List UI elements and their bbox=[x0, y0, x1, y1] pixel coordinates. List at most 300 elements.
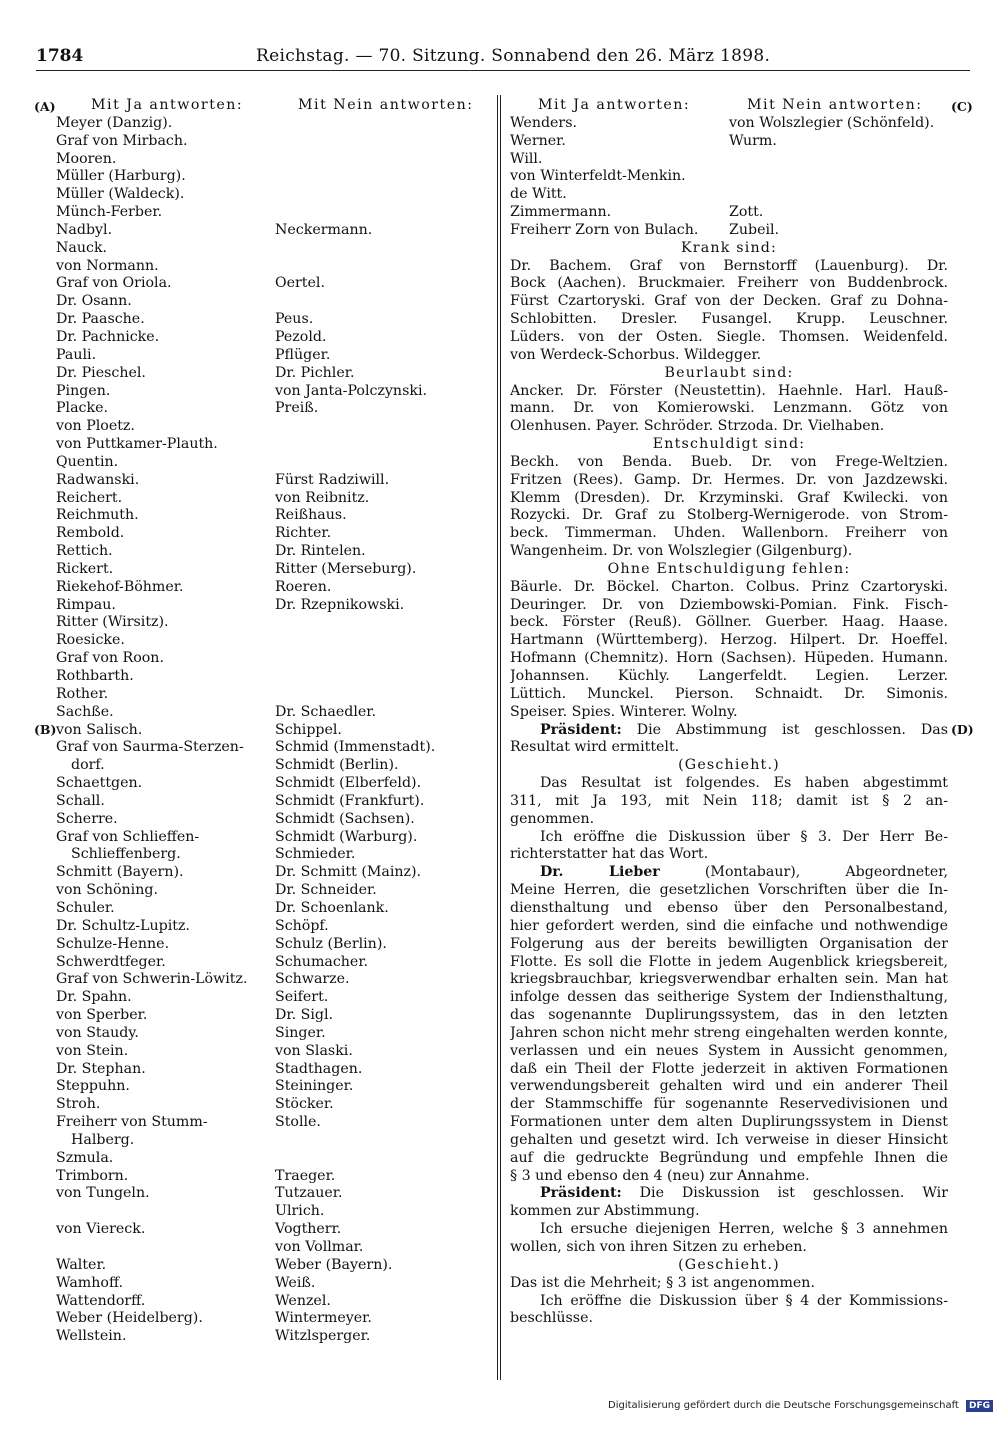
vote-row bbox=[36, 882, 486, 900]
no-vote-name: Preiß. bbox=[275, 400, 319, 417]
speaker-name: Präsident: bbox=[540, 721, 622, 738]
section-heading-sick: Krank sind: bbox=[680, 239, 778, 256]
left-column bbox=[36, 97, 486, 1346]
vote-row bbox=[36, 168, 486, 186]
text-line: von Werdeck-Schorbus. Wildegger. bbox=[510, 346, 762, 363]
vote-row bbox=[36, 1185, 486, 1203]
yes-vote-name: Freiherr Zorn von Bulach. bbox=[510, 221, 699, 238]
vote-row bbox=[510, 115, 948, 133]
text-line: wollen, sich von ihren Sitzen zu erheben. bbox=[510, 1239, 807, 1255]
text-line: Meine Herren, die gesetzlichen Vorschriften über die In- bbox=[510, 882, 948, 899]
no-vote-name: Schmidt (Frankfurt). bbox=[275, 792, 425, 809]
no-vote-name: Peus. bbox=[275, 311, 314, 328]
yes-heading-right: Mit Ja antworten: bbox=[538, 97, 691, 113]
yes-vote-name: Trimborn. bbox=[56, 1167, 129, 1184]
no-vote-name: Dr. Schneider. bbox=[275, 882, 377, 899]
yes-vote-name: Dr. Spahn. bbox=[56, 989, 132, 1006]
vote-row bbox=[36, 383, 486, 401]
text-line: Deuringer. Dr. von Dziembowski-Pomian. Fink. Fisch- bbox=[510, 596, 948, 613]
vote-row bbox=[36, 632, 486, 650]
text-line: Präsident: Die Abstimmung ist geschlossen. Das bbox=[540, 721, 948, 738]
yes-vote-name: Wellstein. bbox=[56, 1328, 127, 1345]
vote-row bbox=[36, 650, 486, 668]
vote-row bbox=[36, 579, 486, 597]
text-line: Bäurle. Dr. Böckel. Charton. Colbus. Prinz Czartoryski. bbox=[510, 578, 948, 595]
right-vote-list bbox=[510, 115, 948, 240]
vote-row bbox=[36, 757, 486, 775]
vote-row bbox=[36, 936, 486, 954]
no-vote-name: Stolle. bbox=[275, 1114, 321, 1131]
page-header bbox=[36, 46, 970, 72]
vote-row bbox=[36, 793, 486, 811]
next-discussion-paragraph bbox=[510, 1293, 948, 1329]
vote-row bbox=[36, 1061, 486, 1079]
yes-vote-name: von Salisch. bbox=[56, 721, 143, 738]
no-vote-name: Zubeil. bbox=[729, 221, 780, 238]
no-vote-name: Schöpf. bbox=[275, 917, 329, 934]
vote-row bbox=[36, 561, 486, 579]
yes-vote-name: Weber (Heidelberg). bbox=[56, 1310, 203, 1327]
yes-vote-name: Scherre. bbox=[56, 810, 118, 827]
stage-direction-2: (Geschieht.) bbox=[678, 1256, 780, 1273]
text-line: mann. Dr. von Komierowski. Lenzmann. Götz von bbox=[510, 400, 948, 417]
text-line: Ancker. Dr. Förster (Neustettin). Haehnle. Harl. Hauß- bbox=[510, 382, 948, 399]
no-vote-name: Singer. bbox=[275, 1024, 326, 1041]
vote-row bbox=[36, 293, 486, 311]
yes-vote-name: Schwerdtfeger. bbox=[56, 953, 166, 970]
yes-vote-name: Roesicke. bbox=[56, 632, 125, 649]
no-vote-name: Dr. Sigl. bbox=[275, 1007, 334, 1024]
vote-row bbox=[36, 668, 486, 686]
majority-paragraph bbox=[510, 1275, 948, 1293]
text-line: Jahren schon nicht mehr streng eingehalten werden konnte, bbox=[510, 1024, 948, 1041]
speaker-name: Dr. Lieber bbox=[540, 864, 660, 881]
margin-marker-c: (C) bbox=[951, 99, 973, 114]
yes-vote-name: Freiherr von Stumm- bbox=[56, 1114, 208, 1131]
no-vote-name: Seifert. bbox=[275, 989, 329, 1006]
yes-vote-name: Quentin. bbox=[56, 453, 119, 470]
rapporteur-speech bbox=[510, 864, 948, 1185]
vote-row bbox=[36, 490, 486, 508]
yes-vote-name: Halberg. bbox=[71, 1131, 135, 1148]
text-line: Schlobitten. Dresler. Fusangel. Krupp. Leuschner. bbox=[510, 311, 948, 328]
vote-row bbox=[36, 846, 486, 864]
yes-vote-name: von Stein. bbox=[56, 1042, 129, 1059]
text-line: diensthaltung und ebenso über den Personalbestand, bbox=[510, 899, 948, 916]
vote-row bbox=[36, 1328, 486, 1346]
vote-row bbox=[36, 1293, 486, 1311]
text-line: Lüders. von der Osten. Siegle. Thomsen. Weidenfeld. bbox=[510, 328, 948, 345]
text-line: daß ein Theil der Flotte jederzeit in aktiven Formationen bbox=[510, 1060, 948, 1077]
yes-vote-name: Radwanski. bbox=[56, 471, 140, 488]
speaker-name: Präsident: bbox=[540, 1185, 622, 1202]
no-vote-name: Schwarze. bbox=[275, 971, 350, 988]
vote-row bbox=[36, 1043, 486, 1061]
vote-row bbox=[36, 115, 486, 133]
vote-row bbox=[36, 900, 486, 918]
text-line: 311, mit Ja 193, mit Nein 118; damit ist § 2 an- bbox=[510, 792, 948, 809]
president-statement-1 bbox=[510, 722, 948, 758]
yes-vote-name: Rothbarth. bbox=[56, 668, 134, 684]
vote-row bbox=[36, 989, 486, 1007]
yes-vote-name: Rettich. bbox=[56, 543, 113, 560]
yes-vote-name: Schmitt (Bayern). bbox=[56, 864, 184, 881]
yes-vote-name: Rimpau. bbox=[56, 596, 116, 613]
no-vote-name: Ulrich. bbox=[275, 1203, 325, 1220]
yes-vote-name: Nadbyl. bbox=[56, 221, 113, 238]
text-line: gehalten und gesetzt wird. Ich verweise in dieser Hinsicht bbox=[510, 1131, 948, 1148]
vote-row bbox=[510, 168, 948, 186]
yes-vote-name: Graf von Mirbach. bbox=[56, 132, 188, 149]
no-vote-name: Dr. Rintelen. bbox=[275, 543, 366, 560]
yes-vote-name: Graf von Roon. bbox=[56, 650, 164, 667]
yes-vote-name: Reichert. bbox=[56, 489, 123, 506]
no-vote-name: Schmidt (Warburg). bbox=[275, 828, 418, 845]
vote-row bbox=[36, 1007, 486, 1025]
vote-row bbox=[36, 133, 486, 151]
yes-vote-name: Werner. bbox=[510, 132, 566, 149]
vote-row bbox=[510, 186, 948, 204]
text-line: Fürst Czartoryski. Graf von der Decken. Graf zu Dohna- bbox=[510, 293, 948, 310]
absent-list bbox=[510, 579, 948, 722]
margin-marker-d: (D) bbox=[951, 722, 974, 737]
vote-row bbox=[36, 258, 486, 276]
yes-vote-name: Szmula. bbox=[56, 1149, 114, 1166]
yes-vote-name: Steppuhn. bbox=[56, 1078, 130, 1095]
text-line: Beckh. von Benda. Bueb. Dr. von Frege-Weltzien. bbox=[510, 453, 948, 470]
yes-vote-name: von Sperber. bbox=[56, 1007, 148, 1024]
yes-vote-name: Riekehof-Böhmer. bbox=[56, 578, 184, 595]
vote-row bbox=[36, 418, 486, 436]
yes-vote-name: Stroh. bbox=[56, 1096, 101, 1113]
yes-vote-name: Reichmuth. bbox=[56, 507, 139, 524]
vote-row bbox=[36, 1096, 486, 1114]
yes-vote-name: Schaettgen. bbox=[56, 775, 143, 792]
vote-row bbox=[36, 775, 486, 793]
no-vote-name: von Wolszlegier (Schönfeld). bbox=[729, 114, 935, 131]
vote-row bbox=[36, 365, 486, 383]
vote-row bbox=[36, 1025, 486, 1043]
vote-row bbox=[36, 543, 486, 561]
text-line: Hartmann (Württemberg). Herzog. Hilpert. Dr. Hoeffel. bbox=[510, 632, 948, 649]
no-vote-name: Dr. Schaedler. bbox=[275, 703, 377, 720]
yes-vote-name: Dr. Pachnicke. bbox=[56, 328, 160, 345]
yes-vote-name: Rickert. bbox=[56, 560, 114, 577]
text-line: Flotte. Es soll die Flotte in jedem Augenblick kriegsbereit, bbox=[510, 953, 948, 970]
vote-row bbox=[36, 1078, 486, 1096]
yes-vote-name: Graf von Schwerin-Löwitz. bbox=[56, 971, 248, 988]
vote-row bbox=[36, 1114, 486, 1132]
vote-request-paragraph bbox=[510, 1221, 948, 1257]
no-vote-name: Weiß. bbox=[275, 1274, 316, 1291]
section-heading-excused: Entschuldigt sind: bbox=[652, 436, 806, 453]
vote-row bbox=[36, 186, 486, 204]
vote-row bbox=[510, 133, 948, 151]
text-line: Lüttich. Munckel. Pierson. Schnaidt. Dr. Simonis. bbox=[510, 685, 948, 702]
dfg-logo: DFG bbox=[966, 1400, 993, 1412]
yes-vote-name: Münch-Ferber. bbox=[56, 204, 163, 221]
left-vote-list bbox=[36, 115, 486, 1346]
no-vote-name: Oertel. bbox=[275, 275, 325, 292]
result-paragraph bbox=[510, 775, 948, 829]
vote-row bbox=[36, 864, 486, 882]
no-vote-name: Stöcker. bbox=[275, 1096, 334, 1113]
yes-vote-name: Zimmermann. bbox=[510, 204, 612, 221]
vote-row bbox=[36, 739, 486, 757]
text-line: Ich eröffne die Diskussion über § 4 der Kommissions- bbox=[540, 1292, 948, 1309]
text-line: Olenhusen. Payer. Schröder. Strzoda. Dr. Vielhaben. bbox=[510, 418, 885, 435]
text-line: das sogenannte Duplirungssystem, das in den letzten bbox=[510, 1007, 948, 1024]
text-line: Hofmann (Chemnitz). Horn (Sachsen). Hüpeden. Humann. bbox=[510, 650, 948, 667]
vote-row bbox=[36, 204, 486, 222]
yes-heading: Mit Ja antworten: bbox=[91, 97, 244, 113]
text-line: Das Resultat ist folgendes. Es haben abgestimmt bbox=[540, 775, 948, 792]
text-line: infolge dessen das seitherige System der Indiensthaltung, bbox=[510, 989, 948, 1006]
vote-row bbox=[36, 954, 486, 972]
no-vote-name: von Janta-Polczynski. bbox=[275, 382, 427, 399]
no-vote-name: Tutzauer. bbox=[275, 1185, 343, 1202]
vote-row bbox=[36, 704, 486, 722]
no-vote-name: Dr. Pichler. bbox=[275, 364, 355, 381]
vote-row bbox=[36, 222, 486, 240]
vote-row bbox=[36, 329, 486, 347]
leave-list bbox=[510, 383, 948, 437]
vote-row bbox=[36, 1310, 486, 1328]
text-line: Dr. Lieber (Montabaur), Abgeordneter, bbox=[540, 864, 948, 881]
yes-vote-name: Müller (Waldeck). bbox=[56, 186, 185, 203]
no-vote-name: Dr. Schoenlank. bbox=[275, 899, 389, 916]
vote-row bbox=[36, 1132, 486, 1150]
text-line: verlassen und ein neues System in Aussicht genommen, bbox=[510, 1042, 948, 1059]
section-heading-leave: Beurlaubt sind: bbox=[664, 364, 794, 381]
vote-row bbox=[36, 614, 486, 632]
yes-vote-name: Schlieffenberg. bbox=[71, 846, 181, 863]
vote-row bbox=[36, 472, 486, 490]
vote-row bbox=[36, 436, 486, 454]
no-vote-name: Zott. bbox=[729, 204, 764, 221]
page-number: 1784 bbox=[36, 46, 84, 66]
vote-row bbox=[36, 400, 486, 418]
yes-vote-name: von Viereck. bbox=[56, 1221, 146, 1238]
no-vote-name: Weber (Bayern). bbox=[275, 1256, 393, 1273]
text-line: richterstatter hat das Wort. bbox=[510, 846, 709, 863]
text-line: kommen zur Abstimmung. bbox=[510, 1203, 700, 1220]
sick-list bbox=[510, 258, 948, 365]
discussion-paragraph bbox=[510, 829, 948, 865]
text-line: Ich ersuche diejenigen Herren, welche § 3 annehmen bbox=[540, 1221, 948, 1238]
vote-row bbox=[36, 347, 486, 365]
yes-vote-name: Pingen. bbox=[56, 382, 111, 399]
no-vote-name: Schippel. bbox=[275, 721, 342, 738]
yes-vote-name: Dr. Paasche. bbox=[56, 311, 145, 328]
yes-vote-name: Schuler. bbox=[56, 899, 115, 916]
no-vote-name: Wenzel. bbox=[275, 1292, 331, 1309]
text-line: der Stammschiffe für sogenannte Reservedivisionen und bbox=[510, 1096, 948, 1113]
text-line: Das ist die Mehrheit; § 3 ist angenommen. bbox=[510, 1274, 815, 1291]
text-line: kriegsbrauchbar, kriegsverwendbar erhalten sein. Man hat bbox=[510, 971, 948, 988]
header-rule bbox=[36, 70, 970, 71]
yes-vote-name: Wattendorff. bbox=[56, 1292, 146, 1309]
no-vote-name: Neckermann. bbox=[275, 221, 373, 238]
yes-vote-name: Dr. Osann. bbox=[56, 293, 132, 310]
yes-vote-name: Pauli. bbox=[56, 346, 97, 363]
no-vote-name: Schmid (Immenstadt). bbox=[275, 739, 436, 756]
vote-row bbox=[36, 829, 486, 847]
no-vote-name: Schmidt (Berlin). bbox=[275, 757, 399, 774]
column-divider-inner bbox=[500, 95, 501, 1380]
no-vote-name: Pflüger. bbox=[275, 346, 331, 363]
yes-vote-name: Graf von Saurma-Sterzen- bbox=[56, 739, 244, 756]
vote-row bbox=[36, 525, 486, 543]
margin-marker-a: (A) bbox=[34, 99, 56, 114]
no-vote-name: Schumacher. bbox=[275, 953, 369, 970]
vote-row bbox=[36, 311, 486, 329]
yes-vote-name: Schulze-Henne. bbox=[56, 935, 170, 952]
yes-vote-name: Ritter (Wirsitz). bbox=[56, 614, 169, 631]
yes-vote-name: Schall. bbox=[56, 792, 105, 809]
vote-row bbox=[510, 151, 948, 169]
text-line: verwendungsbereit gehalten wird und ein anderer Theil bbox=[510, 1078, 948, 1095]
text-line: Folgerung aus der bereits bewilligten Organisation der bbox=[510, 935, 948, 952]
text-line: Fritzen (Rees). Gamp. Dr. Hermes. Dr. von Jazdzewski. bbox=[510, 471, 948, 488]
text-line: Wangenheim. Dr. von Wolszlegier (Gilgenburg). bbox=[510, 543, 853, 560]
yes-vote-name: von Tungeln. bbox=[56, 1185, 150, 1202]
no-vote-name: von Reibnitz. bbox=[275, 489, 370, 506]
yes-vote-name: Wenders. bbox=[510, 114, 578, 131]
text-line: auf die gedruckte Begründung und empfehle Ihnen die bbox=[510, 1149, 948, 1166]
vote-row bbox=[510, 222, 948, 240]
vote-heading-row bbox=[36, 97, 486, 115]
yes-vote-name: Dr. Pieschel. bbox=[56, 364, 146, 381]
yes-vote-name: von Staudy. bbox=[56, 1024, 139, 1041]
no-vote-name: Reißhaus. bbox=[275, 507, 347, 524]
yes-vote-name: Dr. Stephan. bbox=[56, 1060, 146, 1077]
text-line: beck. Förster (Reuß). Göllner. Guerber. Haag. Haase. bbox=[510, 614, 948, 631]
no-vote-name: Pezold. bbox=[275, 328, 327, 345]
no-heading-right: Mit Nein antworten: bbox=[747, 97, 923, 113]
text-line: Speiser. Spies. Winterer. Wolny. bbox=[510, 703, 738, 720]
vote-row bbox=[36, 811, 486, 829]
no-vote-name: von Slaski. bbox=[275, 1042, 353, 1059]
vote-row bbox=[36, 507, 486, 525]
yes-vote-name: Will. bbox=[510, 150, 543, 167]
no-vote-name: Witzlsperger. bbox=[275, 1328, 371, 1345]
text-line: Formationen unter dem alten Duplirungssystem in Dienst bbox=[510, 1114, 948, 1131]
text-line: Präsident: Die Diskussion ist geschlossen. Wir bbox=[540, 1185, 948, 1202]
yes-vote-name: Wamhoff. bbox=[56, 1274, 124, 1291]
vote-row bbox=[36, 151, 486, 169]
text-line: Dr. Bachem. Graf von Bernstorff (Lauenburg). Dr. bbox=[510, 257, 948, 274]
vote-row bbox=[36, 240, 486, 258]
no-vote-name: von Vollmar. bbox=[275, 1239, 364, 1255]
right-column bbox=[510, 97, 948, 1328]
yes-vote-name: Graf von Schlieffen- bbox=[56, 828, 200, 845]
vote-row bbox=[36, 1203, 486, 1221]
text-line: Klemm (Dresden). Dr. Krzyminski. Graf Kwilecki. von bbox=[510, 489, 948, 506]
text-line: Johannsen. Küchly. Langerfeldt. Legien. Lerzer. bbox=[510, 668, 948, 684]
yes-vote-name: Graf von Oriola. bbox=[56, 275, 172, 292]
no-vote-name: Schmidt (Elberfeld). bbox=[275, 775, 422, 792]
vote-row bbox=[36, 1221, 486, 1239]
vote-row bbox=[36, 686, 486, 704]
footer-text: Digitalisierung gefördert durch die Deutsche Forschungsgemeinschaft bbox=[608, 1400, 959, 1411]
yes-vote-name: Dr. Schultz-Lupitz. bbox=[56, 917, 190, 934]
no-vote-name: Wintermeyer. bbox=[275, 1310, 372, 1327]
yes-vote-name: Mooren. bbox=[56, 150, 117, 167]
yes-vote-name: von Schöning. bbox=[56, 882, 158, 899]
no-vote-name: Dr. Schmitt (Mainz). bbox=[275, 864, 422, 881]
no-vote-name: Steininger. bbox=[275, 1078, 354, 1095]
text-line: genommen. bbox=[510, 810, 595, 827]
yes-vote-name: dorf. bbox=[71, 757, 105, 774]
vote-row bbox=[36, 454, 486, 472]
vote-row bbox=[36, 1257, 486, 1275]
vote-row bbox=[36, 1150, 486, 1168]
yes-vote-name: Walter. bbox=[56, 1256, 107, 1273]
yes-vote-name: de Witt. bbox=[510, 186, 567, 203]
yes-vote-name: Rembold. bbox=[56, 525, 125, 542]
text-line: Resultat wird ermittelt. bbox=[510, 739, 680, 756]
no-heading: Mit Nein antworten: bbox=[298, 97, 474, 113]
stage-direction-1: (Geschieht.) bbox=[678, 757, 780, 774]
column-divider bbox=[497, 95, 498, 1380]
no-vote-name: Schulz (Berlin). bbox=[275, 935, 387, 952]
no-vote-name: Dr. Rzepnikowski. bbox=[275, 596, 405, 613]
yes-vote-name: Nauck. bbox=[56, 239, 108, 256]
yes-vote-name: von Puttkamer-Plauth. bbox=[56, 436, 218, 453]
vote-row bbox=[36, 1275, 486, 1293]
text-line: § 3 und ebenso den 4 (neu) zur Annahme. bbox=[510, 1167, 810, 1184]
vote-row bbox=[36, 275, 486, 293]
vote-row bbox=[36, 918, 486, 936]
yes-vote-name: Müller (Harburg). bbox=[56, 168, 186, 185]
margin-marker-b: (B) bbox=[34, 722, 57, 737]
text-line: Ich eröffne die Diskussion über § 3. Der Herr Be- bbox=[540, 828, 948, 845]
yes-vote-name: Placke. bbox=[56, 400, 108, 417]
yes-vote-name: Meyer (Danzig). bbox=[56, 114, 173, 131]
section-heading-absent: Ohne Entschuldigung fehlen: bbox=[607, 560, 851, 577]
text-line: beck. Timmerman. Uhden. Wallenborn. Freiherr von bbox=[510, 525, 948, 542]
no-vote-name: Fürst Radziwill. bbox=[275, 471, 390, 488]
text-line: hier gefordert werden, sind die einfache und nothwendige bbox=[510, 917, 948, 934]
no-vote-name: Ritter (Merseburg). bbox=[275, 560, 417, 577]
text-line: Bock (Aachen). Bruckmaier. Freiherr von Buddenbrock. bbox=[510, 275, 948, 292]
no-vote-name: Richter. bbox=[275, 525, 332, 542]
vote-row bbox=[36, 597, 486, 615]
vote-row bbox=[36, 971, 486, 989]
yes-vote-name: von Normann. bbox=[56, 257, 159, 274]
no-vote-name: Vogtherr. bbox=[275, 1221, 342, 1238]
footer bbox=[608, 1400, 993, 1412]
no-vote-name: Roeren. bbox=[275, 578, 332, 595]
no-vote-name: Stadthagen. bbox=[275, 1060, 363, 1077]
text-line: Rozycki. Dr. Graf zu Stolberg-Wernigerode. von Strom- bbox=[510, 507, 948, 524]
excused-list bbox=[510, 454, 948, 561]
vote-row bbox=[36, 722, 486, 740]
no-vote-name: Wurm. bbox=[729, 132, 777, 149]
yes-vote-name: von Winterfeldt-Menkin. bbox=[510, 168, 686, 185]
yes-vote-name: Sachße. bbox=[56, 703, 114, 720]
vote-heading-row-right bbox=[510, 97, 948, 115]
vote-row bbox=[36, 1168, 486, 1186]
no-vote-name: Schmieder. bbox=[275, 846, 356, 863]
president-statement-2 bbox=[510, 1185, 948, 1221]
yes-vote-name: von Ploetz. bbox=[56, 418, 135, 435]
yes-vote-name: Rother. bbox=[56, 685, 109, 702]
running-title: Reichstag. — 70. Sitzung. Sonnabend den 26. März 1898. bbox=[256, 46, 771, 66]
vote-row bbox=[36, 1239, 486, 1257]
no-vote-name: Traeger. bbox=[275, 1167, 336, 1184]
